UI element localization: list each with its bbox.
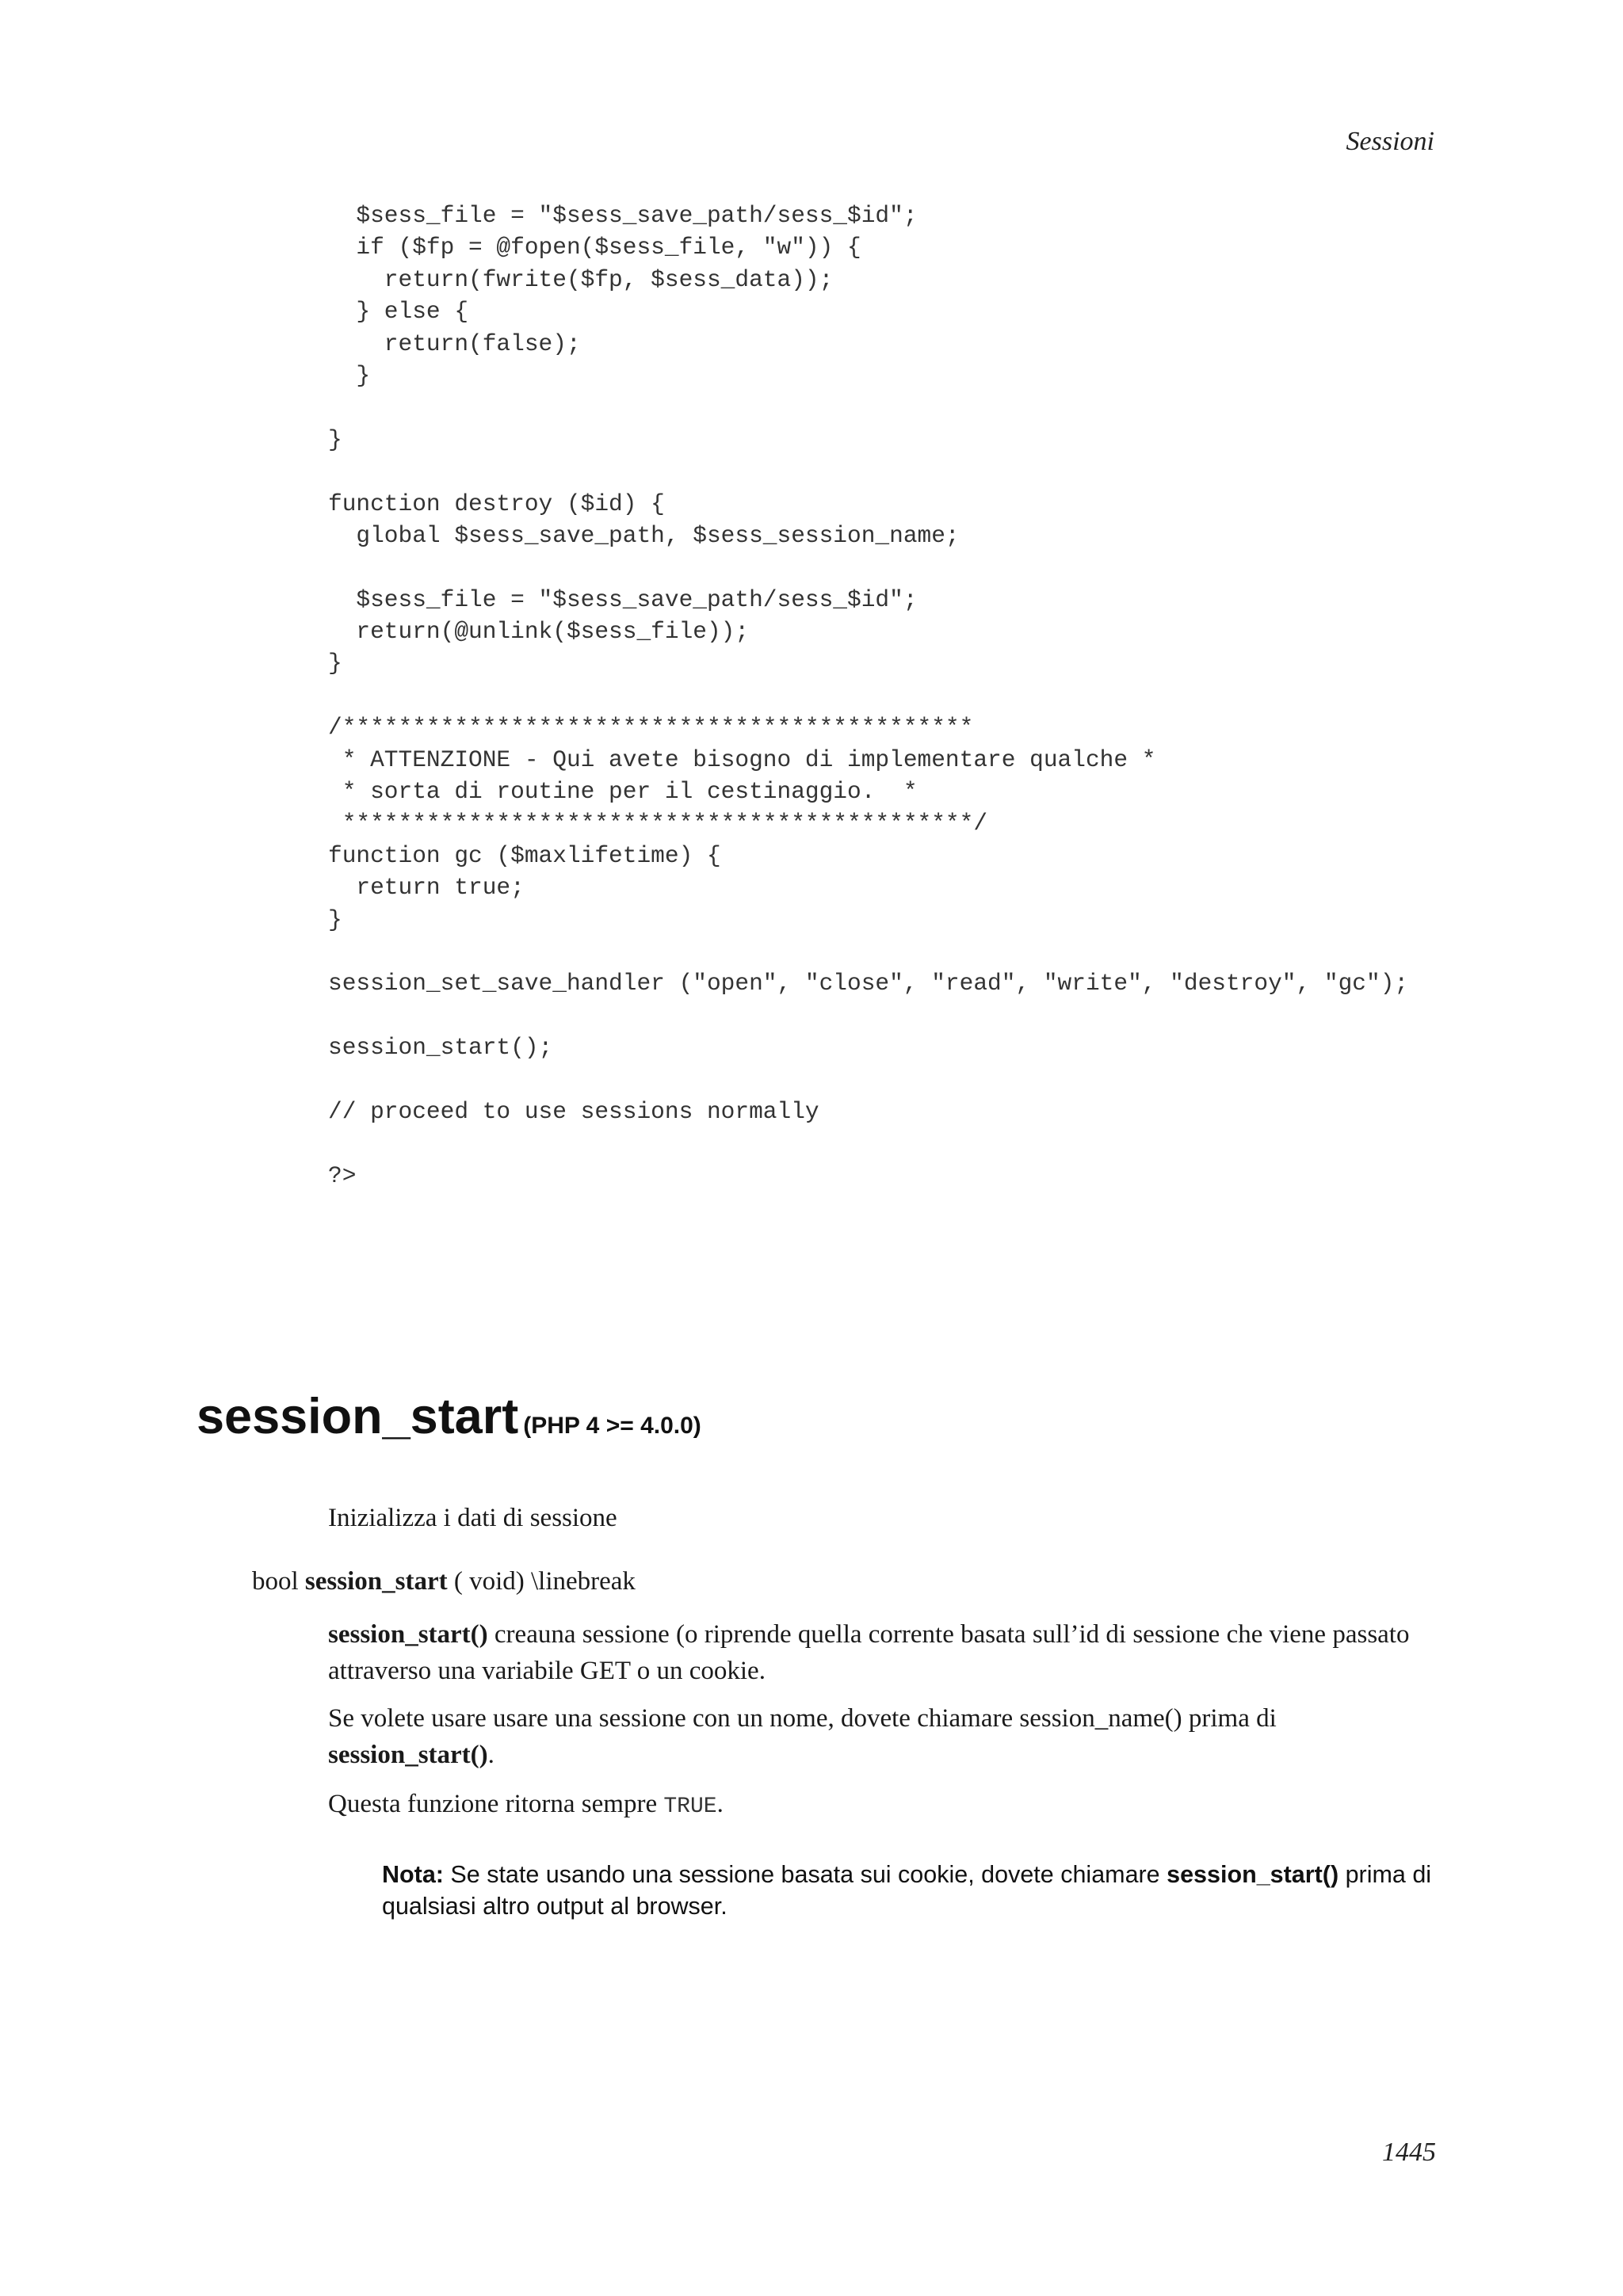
code-line xyxy=(328,1000,1408,1032)
function-heading xyxy=(197,1388,701,1445)
code-block xyxy=(328,200,1408,1192)
code-line xyxy=(328,1127,1408,1159)
code-line: /********************************************* xyxy=(328,714,974,742)
code-line xyxy=(328,551,1408,583)
code-line: function destroy ($id) { xyxy=(328,490,665,517)
description-text: Se volete usare usare una sessione con un nome, dovete chiamare session_name() prima di xyxy=(328,1704,1277,1733)
function-purpose: Inizializza i dati di sessione xyxy=(328,1504,617,1532)
function-version: (PHP 4 >= 4.0.0) xyxy=(523,1413,701,1439)
function-synopsis xyxy=(252,1567,636,1596)
code-line: return(@unlink($sess_file)); xyxy=(328,618,750,646)
description-paragraph-2 xyxy=(328,1700,1438,1773)
note-function-ref: session_start() xyxy=(1167,1861,1339,1888)
code-line: * sorta di routine per il cestinaggio. * xyxy=(328,778,918,806)
code-line xyxy=(328,936,1408,967)
code-line: $sess_file = "$sess_save_path/sess_$id"; xyxy=(328,585,918,613)
code-line: } else { xyxy=(328,298,469,326)
code-line: $sess_file = "$sess_save_path/sess_$id"; xyxy=(328,202,918,229)
description-text-end: . xyxy=(487,1741,495,1769)
code-line: ?> xyxy=(328,1161,357,1189)
code-line: } xyxy=(328,906,342,933)
function-name: session_start xyxy=(197,1389,519,1444)
description-text: creauna sessione (o riprende quella corrente basata sull’id di sessione che viene passato attraverso una variabile GET o un cookie. xyxy=(328,1620,1410,1685)
note-label: Nota: xyxy=(382,1861,444,1888)
code-line: } xyxy=(328,650,342,677)
code-line: return(false); xyxy=(328,330,581,357)
code-line xyxy=(328,391,1408,423)
description-function-ref: session_start() xyxy=(328,1741,488,1769)
code-line: global $sess_save_path, $sess_session_name; xyxy=(328,521,960,549)
synopsis-params: ( void) \linebreak xyxy=(453,1567,636,1596)
code-line: if ($fp = @fopen($sess_file, "w")) { xyxy=(328,234,861,261)
description-function-ref: session_start() xyxy=(328,1620,488,1649)
synopsis-return-type: bool xyxy=(252,1567,299,1596)
code-line: return true; xyxy=(328,874,525,902)
page-number: 1445 xyxy=(1382,2138,1436,2167)
running-header: Sessioni xyxy=(1346,127,1434,156)
description-text: Questa funzione ritorna sempre xyxy=(328,1790,664,1818)
description-paragraph-3 xyxy=(328,1786,1438,1825)
code-line: session_set_save_handler ("open", "close", "read", "write", "destroy", "gc"); xyxy=(328,970,1409,997)
code-line: *********************************************/ xyxy=(328,810,988,837)
code-line xyxy=(328,1064,1408,1096)
code-line xyxy=(328,456,1408,487)
code-line: // proceed to use sessions normally xyxy=(328,1097,819,1125)
code-line: session_start(); xyxy=(328,1034,553,1062)
code-line: } xyxy=(328,361,371,389)
note-text: Se state usando una sessione basata sui cookie, dovete chiamare xyxy=(443,1861,1167,1888)
note-text-end: prima di qualsiasi altro output al browser. xyxy=(382,1861,1432,1920)
note-block xyxy=(382,1859,1444,1922)
description-paragraph-1 xyxy=(328,1616,1438,1689)
constant-true: TRUE xyxy=(663,1794,717,1819)
code-line: function gc ($maxlifetime) { xyxy=(328,841,721,869)
code-line: * ATTENZIONE - Qui avete bisogno di implementare qualche * xyxy=(328,746,1156,773)
code-line xyxy=(328,680,1408,711)
synopsis-function-name: session_start xyxy=(304,1567,448,1596)
code-line: } xyxy=(328,425,342,453)
description-text-end: . xyxy=(716,1790,724,1818)
code-line: return(fwrite($fp, $sess_data)); xyxy=(328,265,834,293)
